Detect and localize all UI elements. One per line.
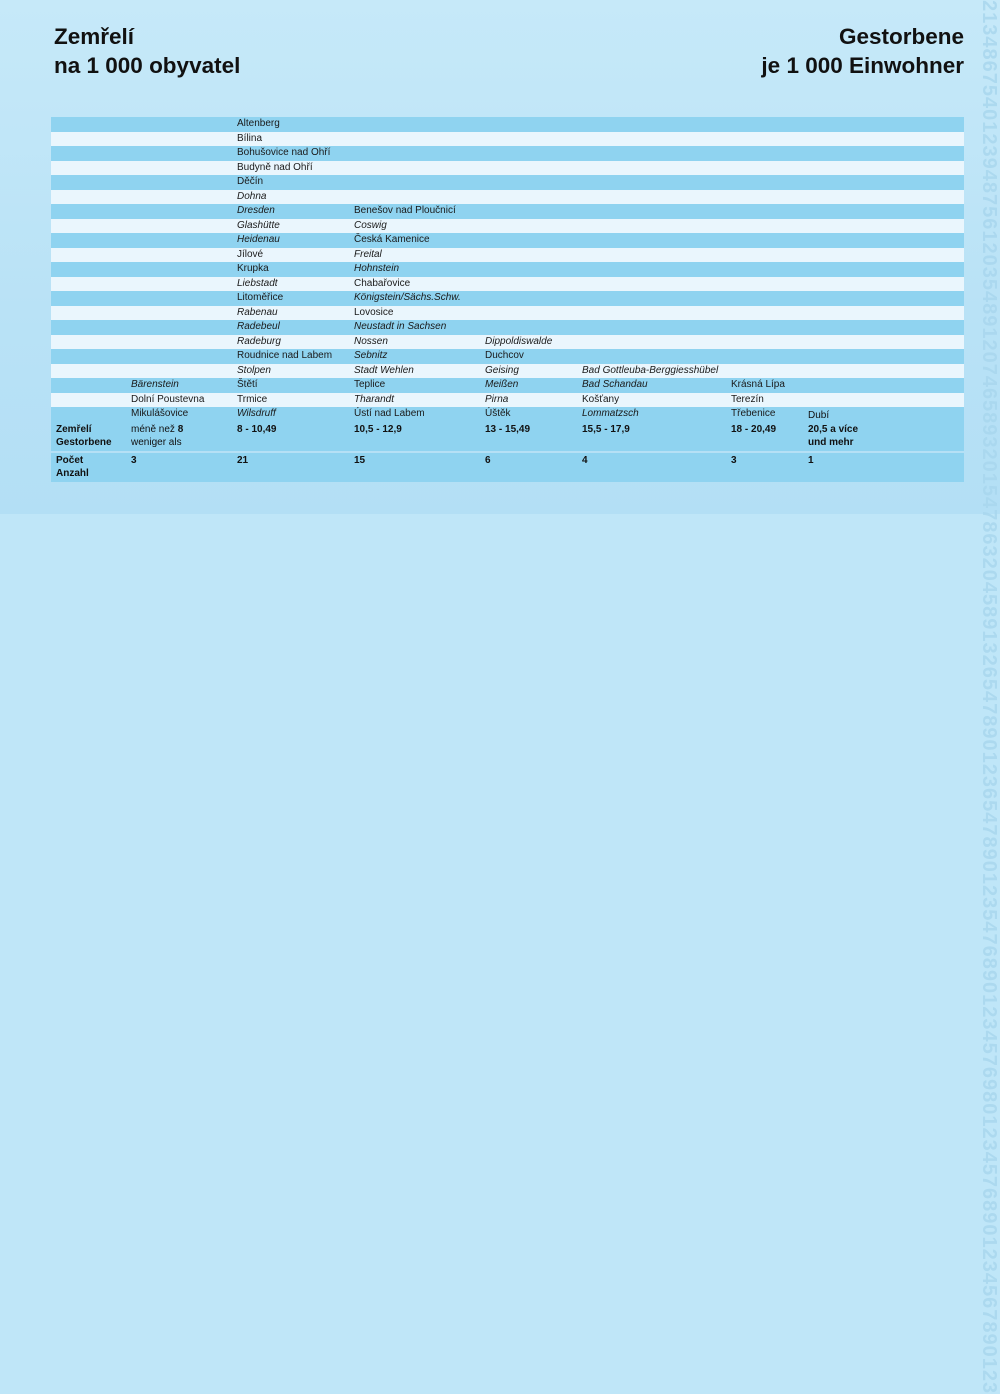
title-german-line2: je 1 000 Einwohner <box>761 53 964 78</box>
title-czech-line1: Zemřelí <box>54 24 135 49</box>
table-row <box>51 291 964 306</box>
town-cell: Heidenau <box>237 234 280 245</box>
town-cell: Terezín <box>731 393 764 405</box>
table-row <box>51 393 964 408</box>
town-cell: Roudnice nad Labem <box>237 350 333 361</box>
table-row <box>51 175 964 190</box>
town-cell: Geising <box>485 364 519 376</box>
table-row <box>51 204 964 219</box>
town-cell: Sebnitz <box>354 350 388 361</box>
title-czech-line2: na 1 000 obyvatel <box>54 53 241 78</box>
table-row <box>51 364 964 379</box>
town-cell: Neustadt in Sachsen <box>354 321 447 332</box>
table-row <box>51 132 964 147</box>
range-0-line1 <box>131 423 183 436</box>
title-czech <box>54 22 240 80</box>
table-row <box>51 277 964 292</box>
table-row <box>51 117 964 132</box>
town-cell: Hohnstein <box>354 263 400 274</box>
town-cell: Stolpen <box>237 364 271 376</box>
town-cell: Lovosice <box>354 306 394 318</box>
town-cell: Tharandt <box>354 393 395 405</box>
table-row <box>51 378 964 393</box>
town-rows <box>51 117 964 422</box>
range-0-prefix: méně než <box>131 423 178 435</box>
town-cell: Bärenstein <box>131 379 179 390</box>
town-cell: Krásná Lípa <box>731 379 785 390</box>
town-cell: Teplice <box>354 379 386 390</box>
range-6-line1: 20,5 a více <box>808 423 859 435</box>
count-cell-3: 6 <box>485 454 491 466</box>
town-cell: Trmice <box>237 393 268 405</box>
range-0-line2: weniger als <box>131 436 182 448</box>
table-row <box>51 233 964 248</box>
town-cell: Bílina <box>237 132 263 144</box>
town-cell: Ústí nad Labem <box>354 408 425 419</box>
town-cell: Wilsdruff <box>237 408 276 419</box>
title-german <box>761 22 964 80</box>
table-row <box>51 190 964 205</box>
range-cell-0 <box>131 422 183 449</box>
town-cell: Budyně nad Ohří <box>237 161 313 173</box>
town-cell: Krupka <box>237 263 269 274</box>
town-cell: Dolní Poustevna <box>131 393 205 405</box>
table-row <box>51 349 964 364</box>
range-0-value: 8 <box>177 423 184 435</box>
range-cell-3: 13 - 15,49 <box>485 423 531 435</box>
town-cell: Liebstadt <box>237 277 278 289</box>
town-cell: Glashütte <box>237 219 280 231</box>
town-cell: Bad Schandau <box>582 379 648 390</box>
table-row <box>51 219 964 234</box>
count-label-cz: Počet <box>56 454 84 466</box>
town-cell: Radeburg <box>237 335 281 347</box>
range-cell-5: 18 - 20,49 <box>731 423 777 435</box>
count-cell-5: 3 <box>731 454 737 466</box>
count-label-de: Anzahl <box>56 467 89 479</box>
range-cell-1: 8 - 10,49 <box>237 423 277 435</box>
ranges-label-cz: Zemřelí <box>56 423 92 435</box>
title-german-line1: Gestorbene <box>838 24 964 49</box>
range-cell-2: 10,5 - 12,9 <box>354 423 402 435</box>
town-cell: Chabařovice <box>354 277 411 289</box>
town-cell: Stadt Wehlen <box>354 364 414 376</box>
table-row <box>51 248 964 263</box>
town-cell: Dohna <box>237 190 267 202</box>
count-cell-0: 3 <box>131 454 137 466</box>
town-cell: Coswig <box>354 219 387 231</box>
background-number-pattern: 2134867540123948756120354891207465893201547863204589132654789012365478901235476890123457698012345768901234567890123 <box>978 0 1000 1394</box>
table-row <box>51 262 964 277</box>
town-cell: Radebeul <box>237 321 280 332</box>
town-cell: Meißen <box>485 379 519 390</box>
count-row <box>51 453 964 482</box>
town-cell: Dippoldiswalde <box>485 335 553 347</box>
range-cell-4: 15,5 - 17,9 <box>582 423 630 435</box>
town-cell: Bad Gottleuba-Berggiesshübel <box>582 364 719 376</box>
range-6-line2: und mehr <box>808 436 854 448</box>
table-row <box>51 320 964 335</box>
town-cell: Česká Kamenice <box>354 234 430 245</box>
range-cell-6 <box>808 422 858 449</box>
count-row-label <box>56 453 89 480</box>
table-row <box>51 306 964 321</box>
town-cell: Bohušovice nad Ohří <box>237 147 331 158</box>
count-cell-2: 15 <box>354 454 366 466</box>
ranges-label-de: Gestorbene <box>56 436 112 448</box>
town-cell: Benešov nad Ploučnicí <box>354 205 456 216</box>
town-cell: Lommatzsch <box>582 408 639 419</box>
town-cell: Altenberg <box>237 118 280 129</box>
mortality-table <box>51 117 964 482</box>
count-cell-4: 4 <box>582 454 588 466</box>
count-cell-1: 21 <box>237 454 249 466</box>
town-cell: Nossen <box>354 335 388 347</box>
town-cell: Třebenice <box>731 408 776 419</box>
town-cell: Rabenau <box>237 306 278 318</box>
ranges-row-label <box>56 422 112 449</box>
town-cell: Königstein/Sächs.Schw. <box>354 292 461 303</box>
town-cell: Litoměřice <box>237 292 284 303</box>
table-row <box>51 335 964 350</box>
town-cell: Košťany <box>582 393 620 405</box>
table-row <box>51 161 964 176</box>
town-cell-dubi: Dubí <box>808 409 830 421</box>
table-row <box>51 146 964 161</box>
town-cell: Štětí <box>237 379 258 390</box>
town-cell: Děčín <box>237 176 264 187</box>
town-cell: Dresden <box>237 205 275 216</box>
town-cell: Freital <box>354 248 382 260</box>
town-cell: Mikulášovice <box>131 408 189 419</box>
town-cell: Duchcov <box>485 350 524 361</box>
town-cell: Pirna <box>485 393 509 405</box>
town-cell: Úštěk <box>485 408 511 419</box>
town-cell: Jílové <box>237 248 264 260</box>
count-cell-6: 1 <box>808 454 814 466</box>
